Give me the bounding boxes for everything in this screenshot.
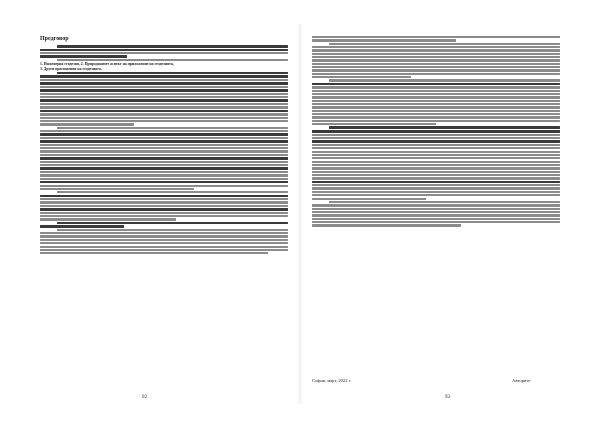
text-line xyxy=(312,218,560,220)
text-line xyxy=(329,79,560,81)
text-line xyxy=(312,76,411,78)
text-line xyxy=(57,127,288,129)
text-line xyxy=(57,72,288,75)
text-line xyxy=(312,171,560,173)
right-page xyxy=(302,0,600,424)
text-line xyxy=(40,252,268,254)
part-titles-line: 3. Други приложения на геодезията. xyxy=(40,67,102,72)
text-line xyxy=(312,214,560,216)
text-line xyxy=(40,174,288,176)
signature-right: Авторите xyxy=(512,378,531,383)
text-line xyxy=(40,49,288,52)
date-line: София, март, 2022 г. xyxy=(312,378,352,383)
text-line xyxy=(312,211,560,213)
text-line xyxy=(57,59,288,61)
text-line xyxy=(312,86,560,88)
text-line xyxy=(312,36,560,38)
text-line xyxy=(312,157,560,159)
text-line xyxy=(312,123,436,125)
text-line xyxy=(312,56,560,58)
text-line xyxy=(40,178,288,180)
text-line xyxy=(312,73,560,75)
text-line xyxy=(57,45,288,48)
text-line xyxy=(312,184,560,186)
text-line xyxy=(312,147,560,149)
text-line xyxy=(312,194,560,196)
text-line xyxy=(40,52,288,54)
text-line xyxy=(312,224,461,226)
text-line xyxy=(40,225,124,228)
text-line xyxy=(57,222,288,225)
text-line xyxy=(40,171,288,173)
text-line xyxy=(40,82,288,85)
text-line xyxy=(40,96,288,98)
text-line xyxy=(312,187,560,189)
page-number-left: 92 xyxy=(142,395,147,400)
text-line xyxy=(329,126,560,129)
text-line xyxy=(312,151,560,153)
text-line xyxy=(312,221,560,223)
text-line xyxy=(40,75,288,78)
text-line xyxy=(312,137,560,139)
text-line xyxy=(312,130,560,133)
text-line xyxy=(40,195,288,198)
text-line xyxy=(40,89,288,92)
text-line xyxy=(40,110,288,113)
text-line xyxy=(312,90,560,92)
text-line xyxy=(329,201,560,203)
text-line xyxy=(312,191,560,193)
text-line xyxy=(312,144,560,146)
text-line xyxy=(312,174,560,176)
text-line xyxy=(40,103,288,105)
text-line xyxy=(312,116,560,118)
text-line xyxy=(312,164,560,166)
text-line xyxy=(312,120,560,122)
text-line xyxy=(40,208,288,211)
text-line xyxy=(312,66,560,68)
text-line xyxy=(312,198,426,200)
text-line xyxy=(40,242,288,244)
text-line xyxy=(40,185,288,187)
text-line xyxy=(40,123,134,125)
text-line xyxy=(40,205,288,207)
text-line xyxy=(312,161,560,163)
text-line xyxy=(312,103,560,105)
text-line xyxy=(40,150,288,152)
right-page-text xyxy=(312,36,560,227)
text-line xyxy=(312,93,560,95)
text-line xyxy=(40,106,288,108)
text-line xyxy=(40,235,288,237)
text-line xyxy=(312,140,560,143)
text-line xyxy=(312,83,560,86)
text-line xyxy=(40,117,288,119)
text-line xyxy=(40,212,288,214)
text-line xyxy=(40,246,288,248)
text-line xyxy=(312,134,560,136)
text-line xyxy=(40,55,127,58)
text-line xyxy=(40,86,288,88)
text-line xyxy=(312,63,560,65)
text-line xyxy=(57,191,288,193)
text-line xyxy=(329,43,560,45)
text-line xyxy=(40,188,194,190)
text-line xyxy=(40,249,288,251)
text-line xyxy=(40,154,288,156)
text-line xyxy=(312,177,560,179)
text-line xyxy=(40,198,288,200)
text-line xyxy=(40,93,288,95)
text-line xyxy=(312,167,560,169)
text-line xyxy=(40,232,288,234)
text-line xyxy=(312,204,560,206)
text-line xyxy=(40,133,288,136)
text-line xyxy=(40,113,288,115)
text-line xyxy=(40,164,288,166)
text-line xyxy=(40,147,288,149)
page-number-right: 93 xyxy=(445,395,450,400)
text-line xyxy=(312,110,560,112)
left-page xyxy=(0,0,298,424)
text-line xyxy=(40,99,288,102)
text-line xyxy=(40,79,288,81)
text-line xyxy=(40,140,288,143)
text-line xyxy=(40,215,288,217)
text-line xyxy=(312,53,560,55)
text-line xyxy=(40,157,288,160)
text-line xyxy=(40,144,288,146)
text-line xyxy=(40,120,288,122)
part-titles-line: 1. Инженерна геодезия, 2. Природоначет аспект на приложение на геодезията, xyxy=(40,62,174,67)
text-line xyxy=(312,59,560,61)
text-line xyxy=(312,49,560,51)
text-line xyxy=(312,46,560,48)
text-line xyxy=(312,113,560,115)
text-line xyxy=(312,100,560,102)
text-line xyxy=(40,181,288,184)
text-line xyxy=(40,130,288,132)
text-line xyxy=(40,161,288,163)
text-line xyxy=(312,106,560,108)
text-line xyxy=(312,69,560,71)
text-line xyxy=(312,181,560,184)
text-line xyxy=(312,208,560,210)
text-line xyxy=(40,201,288,203)
text-line xyxy=(57,229,288,231)
text-line xyxy=(312,39,456,41)
text-line xyxy=(40,218,176,220)
text-line xyxy=(40,137,288,139)
text-line xyxy=(312,96,560,98)
left-page-text xyxy=(40,45,288,254)
preface-heading: Предговор xyxy=(40,36,69,42)
text-line xyxy=(312,154,560,156)
text-line xyxy=(40,239,288,241)
text-line xyxy=(40,167,288,170)
